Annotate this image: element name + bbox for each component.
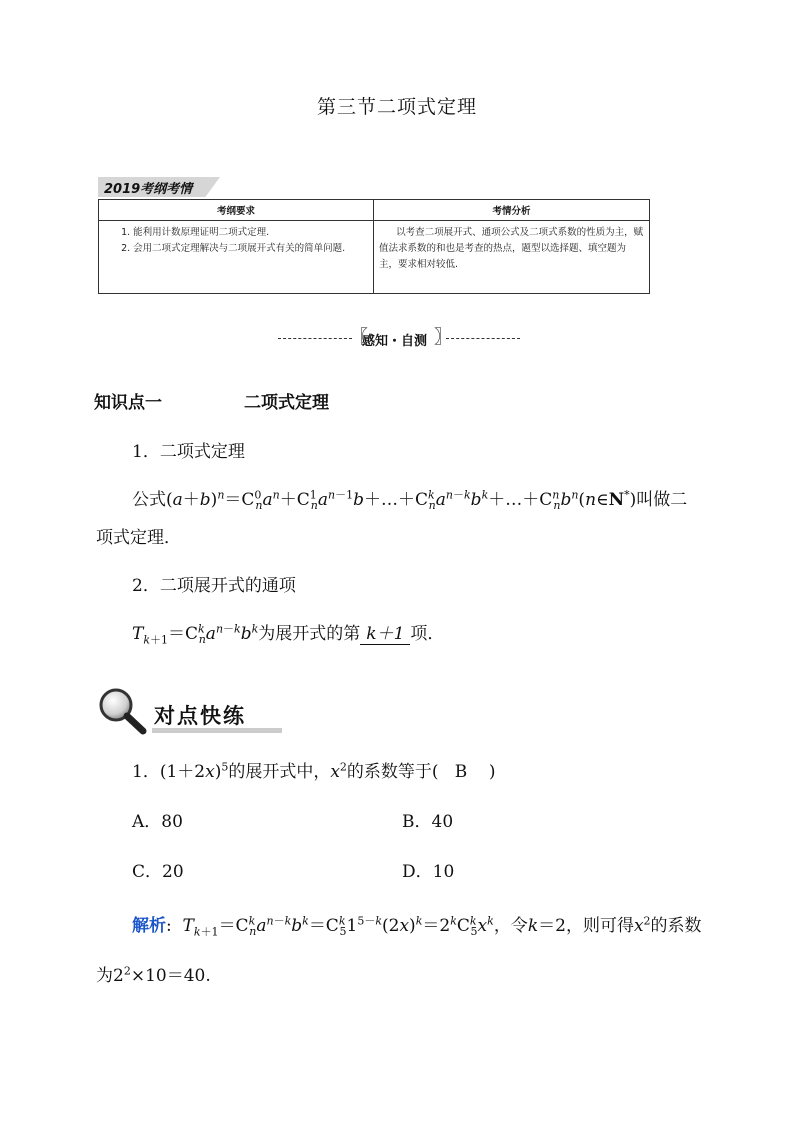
general-term-text-a: 为展开式的第	[258, 624, 361, 644]
option-d	[402, 860, 454, 884]
option-d-letter: D．	[402, 862, 433, 882]
practice-banner-label: 对点快练	[154, 704, 246, 728]
option-b-letter: B．	[402, 812, 432, 832]
knowledge-point-label: 知识点一	[94, 393, 162, 413]
solution-line-2: 为$2^2\times 10=40$.	[96, 964, 211, 986]
option-b	[402, 810, 453, 834]
table-header-analysis: 考情分析	[374, 200, 650, 221]
term-index-blank: k＋1	[360, 624, 410, 645]
item2-heading: 2．二项展开式的通项	[132, 576, 296, 596]
bracket-right-icon: 〗	[434, 327, 452, 348]
question-1: 1．$(1+2x)^5$的展开式中，$x^2$的系数等于( B )	[132, 760, 496, 782]
solution-result: ×10＝40.	[130, 966, 211, 986]
divider-dash-right	[446, 338, 520, 339]
exam-tag-label: 2019考纲考情	[104, 182, 193, 197]
knowledge-point-name: 二项式定理	[244, 393, 329, 413]
option-c	[132, 860, 184, 884]
question-text-c: )	[488, 762, 496, 782]
page-title: 第三节二项式定理	[316, 96, 477, 118]
requirement-line-2: 2. 会用二项式定理解决与二项展开式有关的简单问题.	[121, 243, 346, 254]
question-text-b: 的系数等于(	[346, 762, 439, 782]
section-label: 感知・自测	[362, 334, 428, 349]
practice-banner	[96, 686, 296, 736]
requirement-line-1: 1. 能利用计数原理证明二项式定理.	[121, 227, 270, 238]
general-term: $T_{k+1}=C^k_na^{n-k}b^k$为展开式的第 k＋1 项．	[132, 622, 445, 647]
formula-prefix: 公式	[132, 490, 166, 510]
formula-continuation: 项式定理．	[96, 528, 181, 548]
question-number: 1．	[132, 762, 160, 782]
solution-mid: ，令	[493, 916, 528, 936]
option-b-value: 40	[431, 812, 454, 832]
requirements-cell	[99, 221, 374, 294]
formula-suffix: 叫做二	[636, 490, 688, 510]
question-text-a: 的展开式中，	[228, 762, 331, 782]
question-answer: B	[454, 762, 468, 782]
option-c-letter: C．	[132, 862, 163, 882]
solution-mid3: 的系数	[650, 916, 702, 936]
solution-label: 解析	[132, 916, 166, 936]
solution-mid2: ，则可得	[565, 916, 634, 936]
requirements-table	[98, 199, 650, 294]
option-d-value: 10	[432, 862, 455, 882]
analysis-text: 以考查二项展开式、通项公式及二项式系数的性质为主，赋值法求系数的和也是考查的热点，题型以选择题、填空题为主，要求相对较低.	[379, 227, 644, 270]
general-term-text-b: 项．	[410, 624, 445, 644]
item1-heading: 1．二项式定理	[132, 442, 245, 462]
binomial-formula: 公式$(a+b)^n=C^0_na^n+C^1_na^{n-1}b+\dots+C^k_na^{n-k}b^k+\dots+C^n_nb^n(n\in N^*)$叫做二	[132, 488, 688, 513]
analysis-cell	[374, 221, 650, 294]
bracket-left-icon: 〖	[350, 327, 368, 348]
option-a-letter: A．	[132, 812, 162, 832]
solution-line2-prefix: 为	[96, 966, 113, 986]
divider-dash-left	[278, 338, 352, 339]
option-c-value: 20	[162, 862, 184, 882]
table-header-requirements: 考纲要求	[99, 200, 374, 221]
magnifier-icon	[96, 686, 154, 736]
solution-line-1: 解析: $T_{k+1}=C^k_na^{n-k}b^k=C^k_51^{5-k}(2x)^k=2^kC^k_5x^k$，令k＝2，则可得$x^2$的系数	[132, 914, 702, 939]
section-divider	[0, 328, 794, 350]
option-a-value: 80	[161, 812, 183, 832]
option-a	[132, 810, 183, 834]
